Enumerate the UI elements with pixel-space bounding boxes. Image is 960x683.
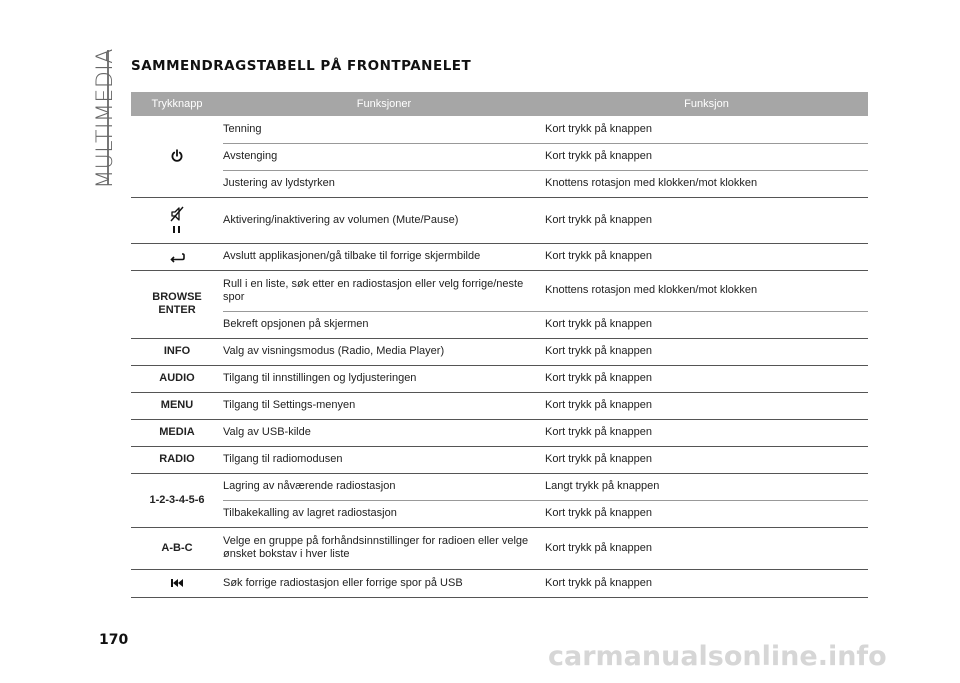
row-description: Avstenging bbox=[223, 143, 545, 170]
row-description: Tilgang til radiomodusen bbox=[223, 446, 545, 473]
table-row bbox=[131, 170, 868, 197]
table-row bbox=[131, 116, 868, 143]
header-functions: Funksjoner bbox=[223, 92, 545, 116]
table-row bbox=[131, 311, 868, 338]
row-description: Justering av lydstyrken bbox=[223, 170, 545, 197]
key-info: INFO bbox=[131, 338, 223, 365]
row-description: Søk forrige radiostasjon eller forrige spor på USB bbox=[223, 569, 545, 597]
table-row bbox=[131, 473, 868, 500]
row-action: Kort trykk på knappen bbox=[545, 311, 868, 338]
key-audio: AUDIO bbox=[131, 365, 223, 392]
key-radio: RADIO bbox=[131, 446, 223, 473]
row-action: Kort trykk på knappen bbox=[545, 338, 868, 365]
row-action: Kort trykk på knappen bbox=[545, 446, 868, 473]
row-description: Velge en gruppe på forhåndsinnstillinger for radioen eller velge ønsket bokstav i hver liste bbox=[223, 527, 545, 569]
table-row bbox=[131, 446, 868, 473]
row-description: Valg av visningsmodus (Radio, Media Player) bbox=[223, 338, 545, 365]
watermark: carmanualsonline.info bbox=[548, 641, 887, 672]
row-description: Valg av USB-kilde bbox=[223, 419, 545, 446]
row-action: Kort trykk på knappen bbox=[545, 527, 868, 569]
row-description: Tilbakekalling av lagret radiostasjon bbox=[223, 500, 545, 527]
row-action: Langt trykk på knappen bbox=[545, 473, 868, 500]
page-title: SAMMENDRAGSTABELL PÅ FRONTPANELET bbox=[131, 58, 472, 74]
key-abc: A-B-C bbox=[131, 527, 223, 569]
row-description: Tilgang til innstillingen og lydjusteringen bbox=[223, 365, 545, 392]
row-action: Knottens rotasjon med klokken/mot klokken bbox=[545, 170, 868, 197]
row-description: Tilgang til Settings-menyen bbox=[223, 392, 545, 419]
page-number: 170 bbox=[99, 632, 129, 648]
row-action: Kort trykk på knappen bbox=[545, 197, 868, 243]
back-icon bbox=[169, 251, 185, 263]
table-header-row bbox=[131, 92, 868, 116]
key-power bbox=[131, 116, 223, 197]
power-icon bbox=[170, 149, 184, 163]
row-action: Kort trykk på knappen bbox=[545, 500, 868, 527]
row-action: Kort trykk på knappen bbox=[545, 365, 868, 392]
table-row bbox=[131, 365, 868, 392]
table-row bbox=[131, 527, 868, 569]
table-row bbox=[131, 569, 868, 597]
key-media: MEDIA bbox=[131, 419, 223, 446]
table-row bbox=[131, 270, 868, 311]
table-row bbox=[131, 143, 868, 170]
row-action: Kort trykk på knappen bbox=[545, 143, 868, 170]
row-description: Tenning bbox=[223, 116, 545, 143]
row-action: Kort trykk på knappen bbox=[545, 243, 868, 270]
row-action: Kort trykk på knappen bbox=[545, 419, 868, 446]
table-row bbox=[131, 419, 868, 446]
table-row bbox=[131, 197, 868, 243]
row-description: Aktivering/inaktivering av volumen (Mute/Pause) bbox=[223, 197, 545, 243]
header-function: Funksjon bbox=[545, 92, 868, 116]
row-action: Kort trykk på knappen bbox=[545, 392, 868, 419]
table-row bbox=[131, 392, 868, 419]
row-description: Rull i en liste, søk etter en radiostasjon eller velg forrige/neste spor bbox=[223, 270, 545, 311]
row-description: Bekreft opsjonen på skjermen bbox=[223, 311, 545, 338]
key-presets: 1-2-3-4-5-6 bbox=[131, 473, 223, 527]
row-action: Kort trykk på knappen bbox=[545, 116, 868, 143]
key-back bbox=[131, 243, 223, 270]
row-action: Knottens rotasjon med klokken/mot klokken bbox=[545, 270, 868, 311]
row-description: Lagring av nåværende radiostasjon bbox=[223, 473, 545, 500]
key-mute-pause bbox=[131, 197, 223, 243]
summary-table bbox=[131, 92, 868, 598]
section-label-text: MULTIMEDIA bbox=[92, 47, 118, 189]
previous-track-icon bbox=[170, 578, 184, 588]
key-previous bbox=[131, 569, 223, 597]
mute-pause-icon bbox=[169, 205, 185, 235]
row-action: Kort trykk på knappen bbox=[545, 569, 868, 597]
key-browse-enter: BROWSE ENTER bbox=[131, 270, 223, 338]
key-menu: MENU bbox=[131, 392, 223, 419]
table-row bbox=[131, 500, 868, 527]
table-row bbox=[131, 243, 868, 270]
table-row bbox=[131, 338, 868, 365]
row-description: Avslutt applikasjonen/gå tilbake til forrige skjermbilde bbox=[223, 243, 545, 270]
header-button: Trykknapp bbox=[131, 92, 223, 116]
